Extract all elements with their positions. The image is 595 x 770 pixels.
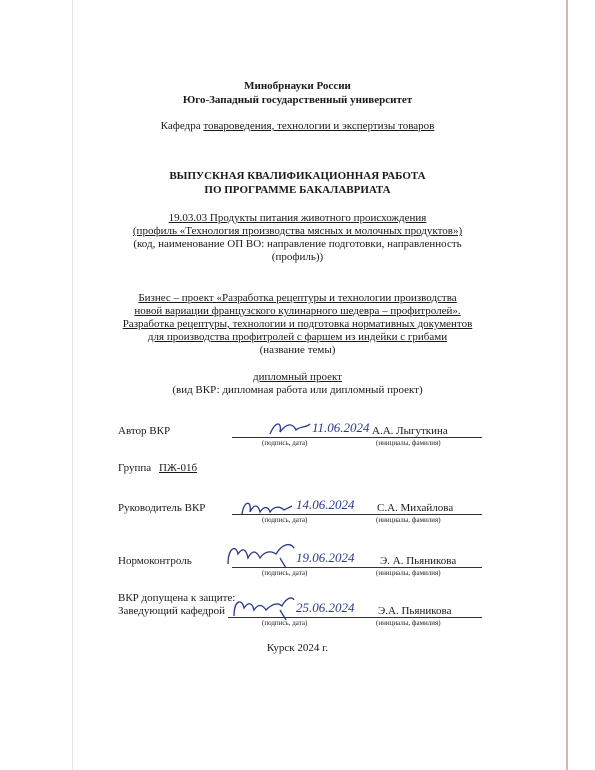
supervisor-name-line (370, 514, 482, 515)
normcontrol-name: Э. А. Пьяникова (380, 555, 457, 567)
head-sig-caption: (подпись, дата) (262, 619, 308, 627)
author-label: Автор ВКР (118, 425, 171, 437)
normcontrol-name-line (370, 567, 482, 568)
department-prefix: Кафедра (160, 120, 204, 132)
topic-line3: Разработка рецептуры, технологии и подготовка нормативных документов (122, 318, 473, 330)
supervisor-sig-caption: (подпись, дата) (262, 516, 308, 524)
topic-line1: Бизнес – проект «Разработка рецептуры и технологии производства (138, 292, 457, 304)
supervisor-date: 14.06.2024 (296, 497, 355, 512)
supervisor-label: Руководитель ВКР (118, 502, 206, 514)
group-value: ПЖ-01б (159, 462, 198, 474)
program-code-line2: (профиль «Технология производства мясных и молочных продуктов») (132, 225, 463, 237)
program-caption-line2: (профиль)) (271, 251, 324, 263)
department-name: товароведения, технологии и экспертизы товаров (203, 120, 435, 132)
author-sig-caption: (подпись, дата) (262, 439, 308, 447)
head-name-line (370, 617, 482, 618)
admitted-label: ВКР допущена к защите: (118, 592, 236, 604)
head-name: Э.А. Пьяникова (378, 605, 452, 617)
head-name-caption: (инициалы, фамилия) (376, 619, 441, 627)
work-type-caption: (вид ВКР: дипломная работа или дипломный проект) (172, 384, 423, 396)
university-name: Юго-Западный государственный университет (182, 94, 413, 106)
work-title-line1: ВЫПУСКНАЯ КВАЛИФИКАЦИОННАЯ РАБОТА (169, 170, 426, 182)
author-name: А.А. Лыгуткина (372, 425, 448, 437)
normcontrol-sig-caption: (подпись, дата) (262, 569, 308, 577)
supervisor-name: С.А. Михайлова (377, 502, 454, 514)
normcontrol-date: 19.06.2024 (296, 550, 355, 565)
normcontrol-label: Нормоконтроль (118, 555, 192, 567)
author-name-line (370, 437, 482, 438)
topic-line4: для производства профитролей с фаршем из индейки с грибами (147, 331, 448, 343)
ministry-name: Минобрнауки России (244, 80, 351, 92)
topic-caption: (название темы) (259, 344, 336, 356)
program-code-line1: 19.03.03 Продукты питания животного происхождения (168, 212, 427, 224)
group-label: Группа (118, 462, 152, 474)
work-type: дипломный проект (253, 371, 342, 383)
head-date: 25.06.2024 (296, 600, 355, 615)
supervisor-name-caption: (инициалы, фамилия) (376, 516, 441, 524)
department (0, 120, 595, 132)
head-of-department-label: Заведующий кафедрой (118, 605, 225, 617)
work-title-line2: ПО ПРОГРАММЕ БАКАЛАВРИАТА (204, 184, 391, 196)
normcontrol-signature (224, 540, 296, 572)
normcontrol-name-caption: (инициалы, фамилия) (376, 569, 441, 577)
author-name-caption: (инициалы, фамилия) (376, 439, 441, 447)
city-year: Курск 2024 г. (266, 642, 329, 654)
author-signature (268, 418, 312, 440)
topic-line2: новой вариации французского кулинарного шедевра – профитролей». (134, 305, 461, 317)
author-date: 11.06.2024 (312, 420, 370, 435)
program-caption-line1: (код, наименование ОП ВО: направление подготовки, направленность (133, 238, 462, 250)
